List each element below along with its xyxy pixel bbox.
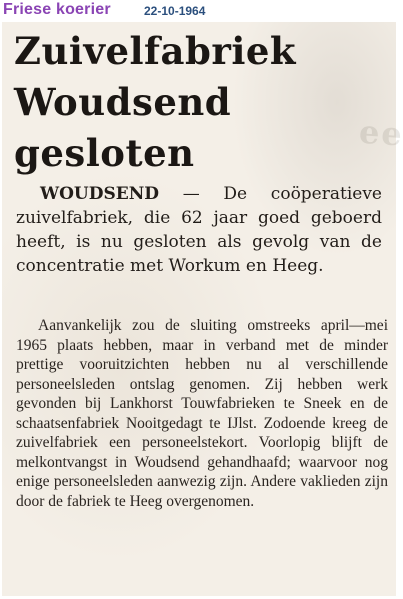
article-lead xyxy=(16,182,382,278)
article-headline xyxy=(14,26,384,179)
headline-line-2: Woudsend xyxy=(14,80,232,124)
article-body: Aanvankelijk zou de sluiting omstreeks april—mei 1965 plaats hebben, maar in verband met de minder prettige vooruitzichten hebben nu al verschillende personeelsleden ontslag genomen. Zij hebben werk gevonden bij Lankhorst Touwfabrieken te Sneek en de schaatsenfabriek Nooitgedagt te IJlst. Zodoende kreeg de zuivelfabriek een personeelstekort. Voorlopig blijft de melkontvangst in Woudsend gehandhaafd; waarvoor nog enige personeelsleden aanwezig zijn. Andere vaklieden zijn door de fabriek te Heeg overgenomen. xyxy=(16,317,388,510)
headline-line-1: Zuivelfabriek xyxy=(14,29,297,73)
lead-text: — De coöperatieve zuivelfabriek, die 62 jaar goed geboerd heeft, is nu gesloten als gevolg van de concentratie met Workum en Heeg. xyxy=(16,184,382,276)
newspaper-name: Friese koerier xyxy=(3,1,111,18)
publication-date: 22-10-1964 xyxy=(144,4,206,18)
newspaper-clipping xyxy=(2,22,403,596)
dateline: WOUDSEND xyxy=(40,184,159,204)
clipping-header xyxy=(0,0,400,22)
lead-paragraph xyxy=(16,182,382,278)
bleed-through-print: ɘɘ xyxy=(356,112,403,154)
headline-line-3: gesloten xyxy=(14,131,195,175)
